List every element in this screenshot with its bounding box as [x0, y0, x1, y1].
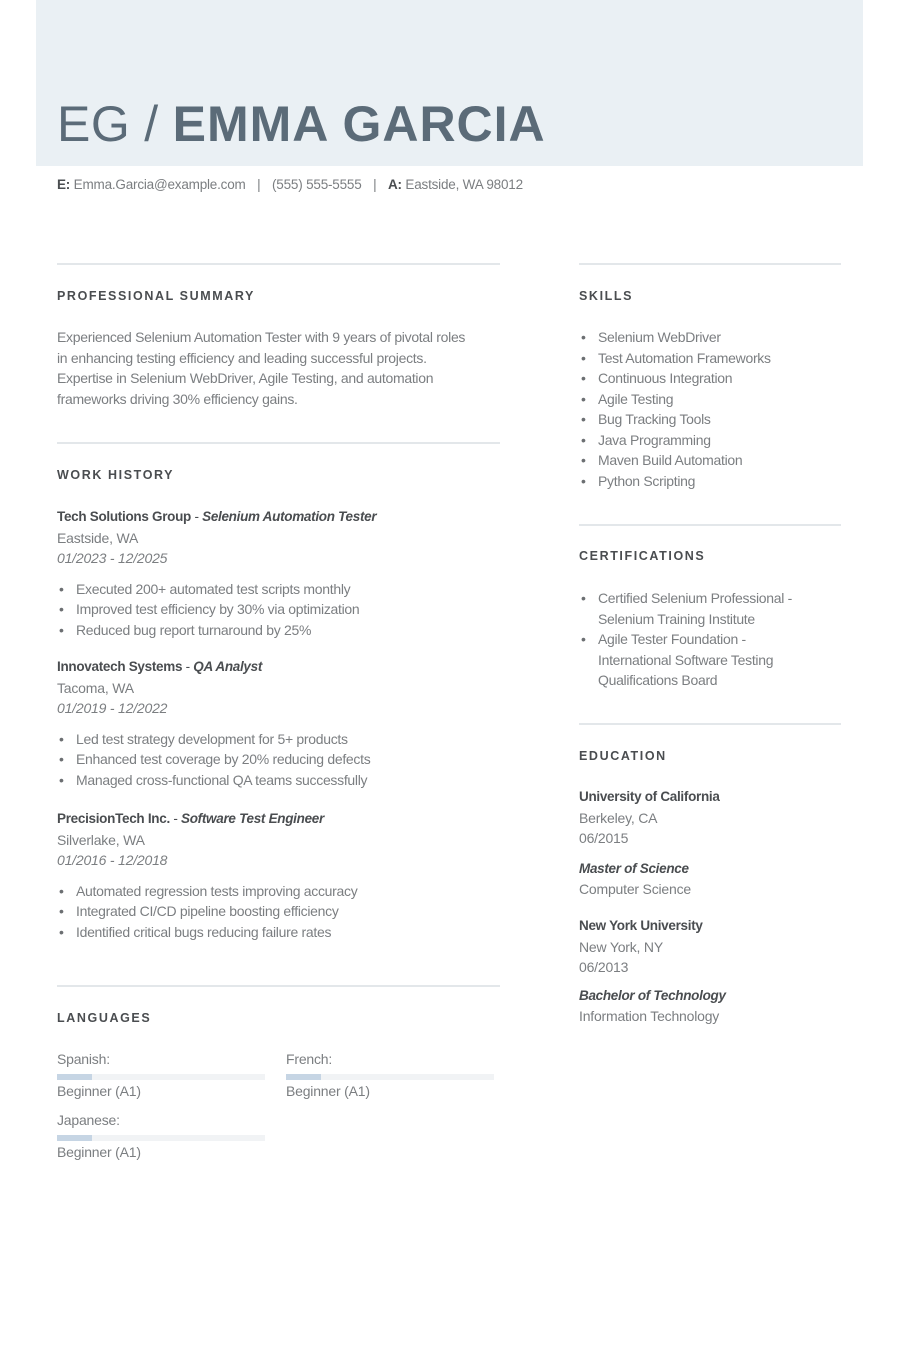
- certifications-heading: CERTIFICATIONS: [579, 549, 706, 563]
- language-level: Beginner (A1): [286, 1083, 370, 1099]
- language-proficiency-bar: [57, 1135, 265, 1141]
- field-of-study: Computer Science: [579, 881, 691, 897]
- job-dates: 01/2023 - 12/2025: [57, 550, 168, 566]
- summary-line: frameworks driving 30% efficiency gains.: [57, 390, 298, 407]
- language-proficiency-bar: [286, 1074, 494, 1080]
- job-heading: [57, 809, 497, 830]
- language-proficiency-fill: [286, 1074, 321, 1080]
- graduation-date: 06/2015: [579, 830, 629, 846]
- section-divider: [579, 524, 841, 526]
- section-divider: [57, 985, 500, 987]
- section-divider: [579, 263, 841, 265]
- skill-item: • Python Scripting: [579, 471, 844, 492]
- email-label: E:: [57, 177, 71, 192]
- summary-line: Experienced Selenium Automation Tester with 9 years of pivotal roles: [57, 329, 466, 345]
- language-proficiency-bar: [57, 1074, 265, 1080]
- email-value[interactable]: Emma.Garcia@example.com: [73, 177, 246, 192]
- work-history-heading: WORK HISTORY: [57, 468, 175, 482]
- name-initials: EG: [57, 96, 131, 152]
- skills-heading: SKILLS: [579, 289, 634, 303]
- language-level: Beginner (A1): [57, 1144, 141, 1160]
- professional-summary-text: [57, 327, 507, 409]
- skill-item: • Selenium WebDriver: [579, 327, 844, 348]
- address-value: Eastside, WA 98012: [405, 177, 523, 192]
- professional-summary-heading: PROFESSIONAL SUMMARY: [57, 289, 255, 303]
- job-heading: [57, 657, 497, 678]
- school-name: University of California: [579, 789, 720, 804]
- job-bullet: • Enhanced test coverage by 20% reducing defects: [57, 749, 497, 770]
- education-heading: EDUCATION: [579, 749, 667, 763]
- job-bullet: • Improved test efficiency by 30% via optimization: [57, 599, 497, 620]
- job-entry: [57, 507, 497, 640]
- job-heading: [57, 507, 497, 528]
- job-location: Tacoma, WA: [57, 679, 134, 696]
- job-bullet: • Reduced bug report turnaround by 25%: [57, 620, 497, 641]
- job-entry: [57, 809, 497, 942]
- language-name: Japanese:: [57, 1112, 120, 1128]
- skill-item: • Test Automation Frameworks: [579, 348, 844, 369]
- job-role: QA Analyst: [193, 659, 263, 674]
- section-divider: [57, 442, 500, 444]
- skill-item: • Java Programming: [579, 430, 844, 451]
- address-label: A:: [387, 177, 402, 192]
- job-bullet: • Identified critical bugs reducing failure rates: [57, 922, 497, 943]
- job-bullets: [57, 579, 497, 641]
- certifications-list: [579, 588, 819, 691]
- contact-divider: |: [257, 177, 261, 192]
- job-bullet: • Executed 200+ automated test scripts monthly: [57, 579, 497, 600]
- job-bullet: • Managed cross-functional QA teams successfully: [57, 770, 497, 791]
- job-role: Software Test Engineer: [181, 811, 324, 826]
- company-name: Tech Solutions Group: [57, 509, 191, 524]
- job-role: Selenium Automation Tester: [202, 509, 377, 524]
- certification-item: • Agile Tester Foundation - International Software Testing Qualifications Board: [579, 629, 819, 691]
- job-bullets: [57, 881, 497, 943]
- job-dates: 01/2019 - 12/2022: [57, 700, 168, 716]
- language-proficiency-fill: [57, 1135, 92, 1141]
- degree-name: Master of Science: [579, 860, 689, 876]
- title-dash: -: [191, 509, 203, 524]
- job-location: Eastside, WA: [57, 529, 139, 546]
- school-name: New York University: [579, 918, 703, 933]
- title-dash: -: [169, 811, 181, 826]
- summary-line: Expertise in Selenium WebDriver, Agile Testing, and automation: [57, 370, 434, 386]
- skill-item: • Maven Build Automation: [579, 450, 844, 471]
- summary-line: in enhancing testing efficiency and leading successful projects.: [57, 349, 427, 366]
- skill-item: • Continuous Integration: [579, 368, 844, 389]
- skill-item: • Bug Tracking Tools: [579, 409, 844, 430]
- job-location: Silverlake, WA: [57, 831, 145, 848]
- skill-item: • Agile Testing: [579, 389, 844, 410]
- language-item-french: [286, 1049, 494, 1101]
- company-name: PrecisionTech Inc.: [57, 811, 170, 826]
- section-divider: [579, 723, 841, 725]
- contact-line: [57, 176, 523, 194]
- job-bullets: [57, 729, 497, 791]
- school-location: New York, NY: [579, 938, 663, 955]
- graduation-date: 06/2013: [579, 959, 629, 975]
- job-bullet: • Integrated CI/CD pipeline boosting efficiency: [57, 901, 497, 922]
- name-separator: /: [144, 96, 159, 152]
- languages-heading: LANGUAGES: [57, 1011, 152, 1025]
- language-item-japanese: [57, 1110, 265, 1162]
- education-entry: [579, 787, 844, 900]
- title-dash: -: [182, 659, 194, 674]
- section-divider: [57, 263, 500, 265]
- contact-divider: |: [373, 177, 377, 192]
- language-item-spanish: [57, 1049, 265, 1101]
- field-of-study: Information Technology: [579, 1008, 720, 1024]
- job-bullet: • Led test strategy development for 5+ products: [57, 729, 497, 750]
- full-name: EMMA GARCIA: [172, 96, 546, 152]
- language-name: Spanish:: [57, 1051, 110, 1067]
- language-name: French:: [286, 1051, 333, 1067]
- language-proficiency-fill: [57, 1074, 92, 1080]
- job-dates: 01/2016 - 12/2018: [57, 852, 168, 868]
- company-name: Innovatech Systems: [57, 659, 183, 674]
- certification-item: • Certified Selenium Professional - Selenium Training Institute: [579, 588, 819, 629]
- school-location: Berkeley, CA: [579, 809, 658, 826]
- language-level: Beginner (A1): [57, 1083, 141, 1099]
- phone-value: (555) 555-5555: [272, 177, 362, 192]
- job-bullet: • Automated regression tests improving accuracy: [57, 881, 497, 902]
- name-heading: [57, 96, 546, 152]
- job-entry: [57, 657, 497, 790]
- education-entry: [579, 916, 844, 1027]
- skills-list: [579, 327, 844, 491]
- degree-name: Bachelor of Technology: [579, 987, 726, 1003]
